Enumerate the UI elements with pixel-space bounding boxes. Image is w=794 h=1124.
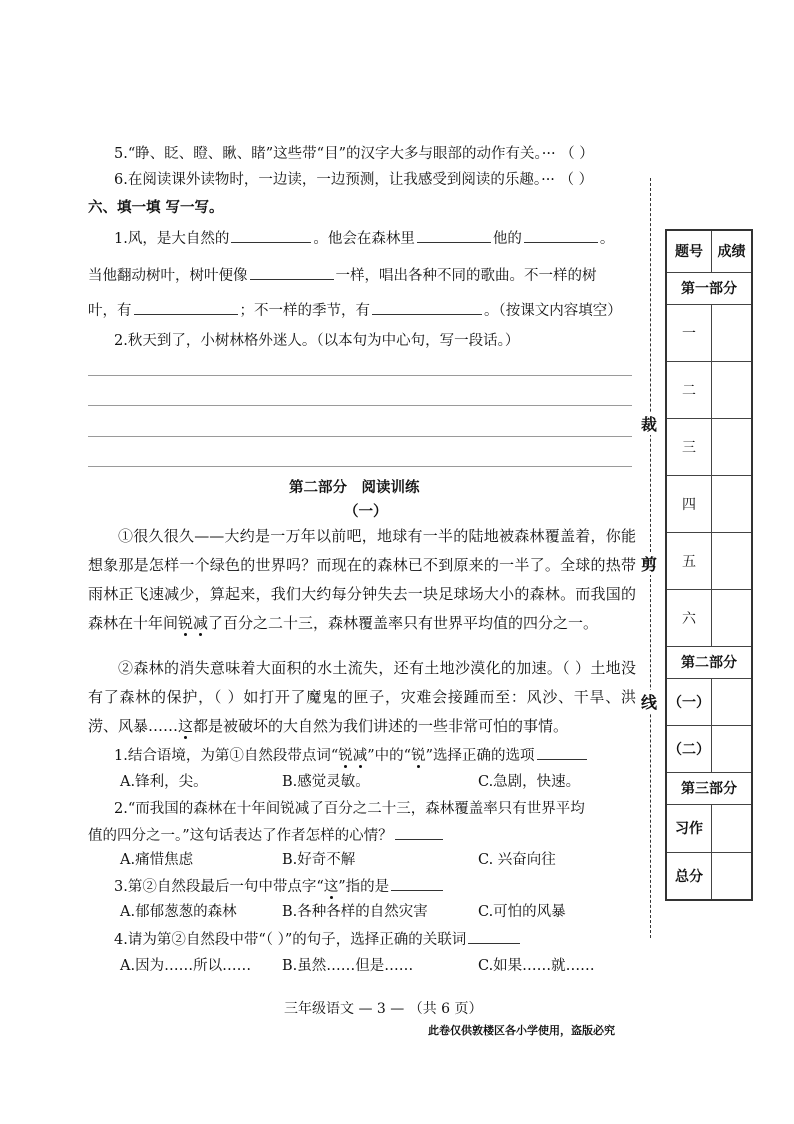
score-cell[interactable]: [712, 678, 753, 725]
reading-question-3: [114, 876, 445, 897]
question-text: ”选择正确的选项: [425, 748, 535, 764]
text: 。（按课文内容填空）: [484, 303, 622, 319]
answer-blank[interactable]: [524, 228, 598, 243]
passage-paragraph-1: [88, 522, 636, 638]
copyright-note: 此卷仅供敦楼区各小学使用，盗版必究: [428, 1024, 615, 1037]
cut-mark: 剪: [641, 552, 657, 575]
answer-blank[interactable]: [372, 300, 482, 315]
reading-question-4: [114, 929, 522, 950]
dotted-char: 锐: [338, 748, 353, 764]
text: 1.风，是大自然的: [114, 231, 230, 247]
section-six-heading: 六、填一填 写一写。: [88, 200, 224, 216]
dotted-char: 这: [178, 717, 194, 735]
table-row-label: 习作: [666, 804, 712, 852]
dotted-char: 这: [323, 879, 339, 895]
option-a: A.因为……所以……: [120, 958, 252, 974]
table-row-label: 第一部分: [666, 272, 752, 304]
score-cell[interactable]: [712, 589, 753, 646]
answer-blank[interactable]: [134, 300, 238, 315]
score-cell[interactable]: [712, 725, 753, 772]
reading-question-1: [114, 745, 589, 766]
answer-blank[interactable]: [391, 876, 443, 891]
option-a: A.锋利，尖。: [120, 774, 208, 790]
option-b: B.感觉灵敏。: [282, 774, 370, 790]
text: 。: [599, 231, 615, 247]
answer-blank[interactable]: [250, 265, 334, 280]
table-header-number: 题号: [666, 230, 712, 272]
writing-line[interactable]: [88, 405, 632, 406]
option-c: C.急剧，快速。: [478, 774, 581, 790]
table-row-label: 二: [666, 361, 712, 418]
judge-item-6: 6.在阅读课外读物时，一边读，一边预测，让我感受到阅读的乐趣。··· （ ）: [114, 172, 594, 188]
text: 当他翻动树叶，树叶便像: [88, 268, 248, 284]
table-row-label: （一）: [666, 678, 712, 725]
passage-paragraph-2: [88, 654, 636, 741]
cut-mark: 裁: [641, 412, 657, 435]
text: ；不一样的季节，有: [239, 303, 370, 319]
question-text: 1.结合语境，为第①自然段带点词“: [114, 748, 339, 764]
passage-number: （一）: [344, 504, 388, 520]
dotted-char: 锐: [411, 748, 426, 764]
fill-question-1-line1: [114, 228, 614, 249]
option-c: C. 兴奋向往: [478, 852, 556, 868]
question-text: 4.请为第②自然段中带“（ ）”的句子，选择正确的关联词: [114, 932, 467, 948]
text: 叶，有: [88, 303, 132, 319]
option-c: C.可怕的风暴: [478, 904, 566, 920]
question-text: 值的四分之一。”这句话表达了作者怎样的心情？: [88, 828, 393, 844]
score-cell[interactable]: [712, 475, 753, 532]
table-header-score: 成绩: [712, 230, 753, 272]
answer-blank[interactable]: [468, 929, 520, 944]
dotted-char: 减: [193, 614, 209, 632]
table-row-label: 四: [666, 475, 712, 532]
answer-blank[interactable]: [231, 228, 311, 243]
option-a: A.痛惜焦虑: [120, 852, 194, 868]
answer-blank[interactable]: [395, 825, 443, 840]
paragraph-text: 都是被破坏的大自然为我们讲述的一些非常可怕的事情。: [193, 717, 569, 735]
part-two-title: 第二部分 阅读训练: [289, 480, 420, 496]
score-cell[interactable]: [712, 361, 753, 418]
score-table: [665, 229, 753, 901]
question-text: 3.第②自然段最后一句中带点字“: [114, 879, 324, 895]
option-b: B.虽然……但是……: [282, 958, 414, 974]
score-cell[interactable]: [712, 418, 753, 475]
answer-blank[interactable]: [537, 745, 587, 760]
option-c: C.如果……就……: [478, 958, 595, 974]
answer-blank[interactable]: [417, 228, 491, 243]
judge-item-5: 5.“睁、眨、瞪、瞅、睹”这些带“目”的汉字大多与眼部的动作有关。··· （ ）: [114, 146, 594, 162]
text: 一样，唱出各种不同的歌曲。不一样的树: [335, 268, 597, 284]
text: 。他会在森林里: [313, 231, 415, 247]
question-text: ”指的是: [338, 879, 390, 895]
question-text: ”中的“: [367, 748, 412, 764]
score-cell[interactable]: [712, 532, 753, 589]
option-b: B.各种各样的自然灾害: [282, 904, 428, 920]
table-row-label: 第二部分: [666, 646, 752, 678]
fill-question-1-line2: [88, 265, 597, 286]
paragraph-text: ①很久很久——大约是一万年以前吧，地球有一半的陆地被森林覆盖着，你能想象那是怎样一个绿色的世界吗？而现在的森林已不到原来的一半了。全球的热带雨林正飞速减少，算起来，我们大约每分钟失去一块足球场大小的森林。而我国的森林在十年间: [88, 527, 636, 632]
cut-mark: 线: [641, 690, 657, 713]
table-row-label: 第三部分: [666, 772, 752, 804]
paragraph-text: ②森林的消失意味着大面积的水土流失，还有土地沙漠化的加速。（ ）土地没有了森林的保护，（ ）如打开了魔鬼的匣子，灾难会接踵而至：风沙、干旱、洪涝、风暴……: [88, 659, 636, 735]
writing-line[interactable]: [88, 466, 632, 467]
table-row-label: （二）: [666, 725, 712, 772]
table-row-label: 五: [666, 532, 712, 589]
paragraph-text: 了百分之二十三，森林覆盖率只有世界平均值的四分之一。: [208, 614, 599, 632]
reading-question-2-line2: [88, 825, 445, 846]
table-row-label: 总分: [666, 852, 712, 900]
dotted-char: 锐: [178, 614, 194, 632]
reading-question-2-line1: 2.“而我国的森林在十年间锐减了百分之二十三，森林覆盖率只有世界平均: [114, 801, 585, 817]
writing-question-2: 2.秋天到了，小树林格外迷人。（以本句为中心句，写一段话。）: [114, 333, 520, 349]
page-footer: 三年级语文 — 3 — （共 6 页）: [284, 1001, 483, 1017]
score-cell[interactable]: [712, 852, 753, 900]
dotted-char: 减: [352, 748, 368, 764]
score-cell[interactable]: [712, 304, 753, 361]
table-row-label: 三: [666, 418, 712, 475]
fill-question-1-line3: [88, 300, 622, 321]
writing-line[interactable]: [88, 375, 632, 376]
option-a: A.郁郁葱葱的森林: [120, 904, 237, 920]
table-row-label: 一: [666, 304, 712, 361]
writing-line[interactable]: [88, 436, 632, 437]
table-row-label: 六: [666, 589, 712, 646]
score-cell[interactable]: [712, 804, 753, 852]
text: 他的: [492, 231, 522, 247]
option-b: B.好奇不解: [282, 852, 356, 868]
